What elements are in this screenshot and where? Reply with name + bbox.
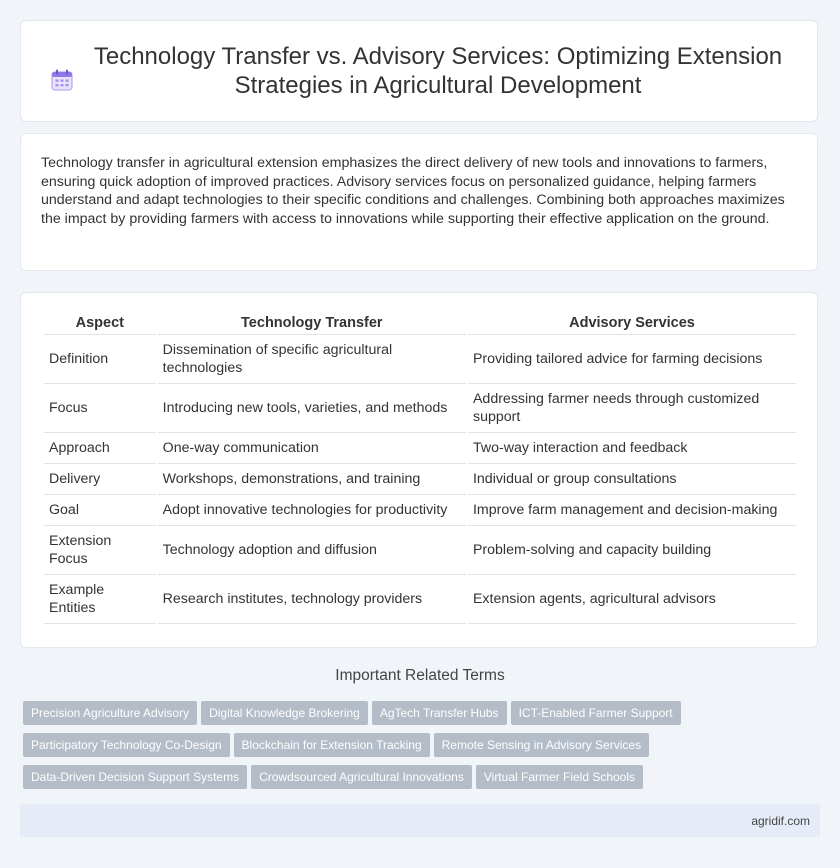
table-cell: Research institutes, technology providers [158, 575, 466, 624]
table-cell: Approach [44, 433, 156, 464]
header-advisory-services: Advisory Services [468, 307, 796, 335]
header-aspect: Aspect [44, 307, 156, 335]
table-cell: Extension Focus [44, 526, 156, 575]
comparison-table-card [20, 292, 818, 648]
table-row [44, 464, 796, 495]
related-term-tag[interactable]: ICT-Enabled Farmer Support [511, 701, 681, 725]
table-cell: Delivery [44, 464, 156, 495]
table-cell: Two-way interaction and feedback [468, 433, 796, 464]
table-cell: Problem-solving and capacity building [468, 526, 796, 575]
table-cell: One-way communication [158, 433, 466, 464]
footer [20, 804, 820, 837]
related-term-tag[interactable]: AgTech Transfer Hubs [372, 701, 507, 725]
table-cell: Workshops, demonstrations, and training [158, 464, 466, 495]
related-term-tag[interactable]: Digital Knowledge Brokering [201, 701, 368, 725]
table-row [44, 433, 796, 464]
table-cell: Definition [44, 335, 156, 384]
table-cell: Introducing new tools, varieties, and methods [158, 384, 466, 433]
table-cell: Individual or group consultations [468, 464, 796, 495]
summary-text: Technology transfer in agricultural extension emphasizes the direct delivery of new tools and innovations to farmers, ensuring quick adoption of improved practices. Advisory services focus on personalized guidance, helping farmers understand and adapt technologies to their specific conditions and challenges. Combining both approaches maximizes the impact by providing farmers with access to innovations while supporting their effective application on the ground. [41, 155, 785, 227]
summary-card [20, 133, 818, 271]
header-technology-transfer: Technology Transfer [158, 307, 466, 335]
related-term-tag[interactable]: Remote Sensing in Advisory Services [434, 733, 649, 757]
table-cell: Extension agents, agricultural advisors [468, 575, 796, 624]
table-cell: Goal [44, 495, 156, 526]
table-row [44, 335, 796, 384]
table-cell: Adopt innovative technologies for productivity [158, 495, 466, 526]
table-cell: Technology adoption and diffusion [158, 526, 466, 575]
table-cell: Example Entities [44, 575, 156, 624]
related-term-tag[interactable]: Data-Driven Decision Support Systems [23, 765, 247, 789]
table-header-row [44, 307, 796, 335]
table-cell: Dissemination of specific agricultural technologies [158, 335, 466, 384]
related-term-tag[interactable]: Crowdsourced Agricultural Innovations [251, 765, 472, 789]
table-row [44, 526, 796, 575]
title-card [20, 20, 818, 122]
table-cell: Providing tailored advice for farming decisions [468, 335, 796, 384]
table-cell: Focus [44, 384, 156, 433]
table-row [44, 495, 796, 526]
table-cell: Addressing farmer needs through customized support [468, 384, 796, 433]
page-title: Technology Transfer vs. Advisory Services: Optimizing Extension Strategies in Agricultural Development [93, 43, 783, 99]
table-cell: Improve farm management and decision-making [468, 495, 796, 526]
table-row [44, 575, 796, 624]
related-terms-heading: Important Related Terms [335, 667, 505, 684]
comparison-table [42, 307, 798, 624]
related-term-tag[interactable]: Precision Agriculture Advisory [23, 701, 197, 725]
related-term-tag[interactable]: Virtual Farmer Field Schools [476, 765, 643, 789]
table-row [44, 384, 796, 433]
calendar-icon [50, 68, 74, 92]
related-term-tag[interactable]: Blockchain for Extension Tracking [234, 733, 430, 757]
footer-site-link[interactable]: agridif.com [751, 814, 810, 828]
related-term-tag[interactable]: Participatory Technology Co-Design [23, 733, 230, 757]
related-terms-list [23, 701, 823, 797]
